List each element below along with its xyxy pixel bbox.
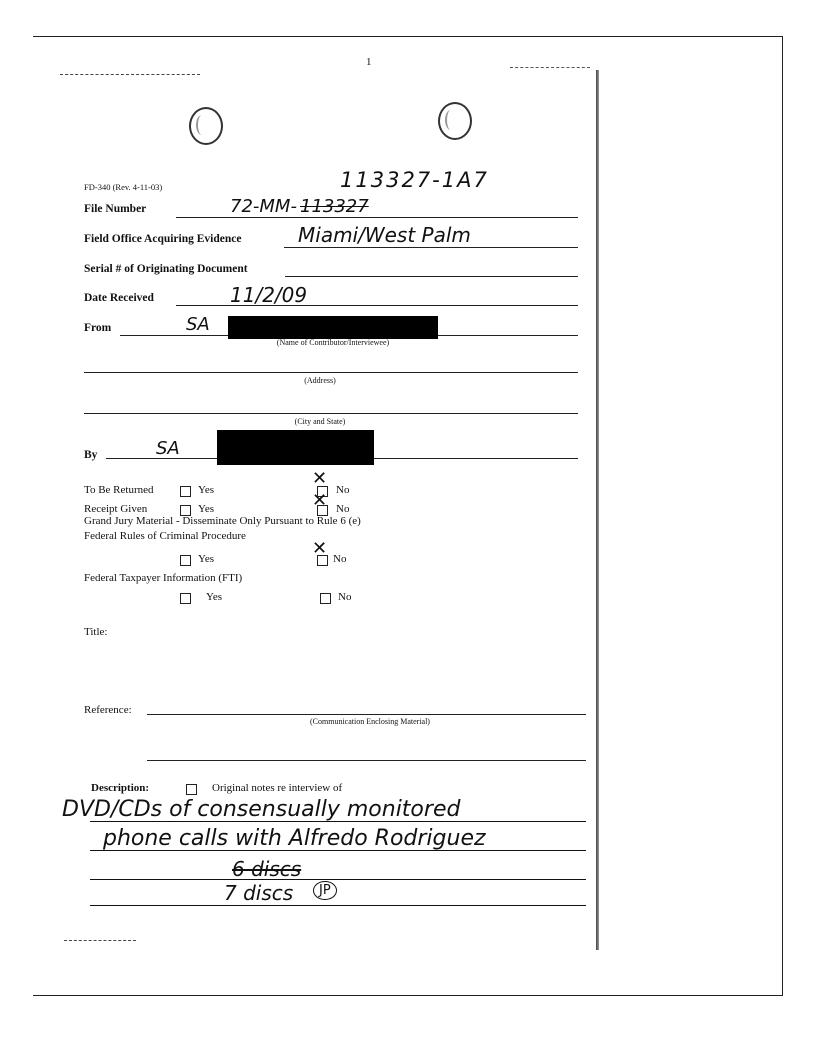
punch-hole-left <box>189 107 223 145</box>
fti-yes-label: Yes <box>206 591 223 603</box>
scan-artifact-line <box>60 74 200 75</box>
page-number: 1 <box>366 56 372 68</box>
to-be-returned-no-label: No <box>336 484 350 496</box>
serial-number-handwritten: 113327-1A7 <box>340 168 489 192</box>
file-number-struck-value: 113327 <box>300 196 369 217</box>
serial-doc-label: Serial # of Originating Document <box>84 263 248 275</box>
scan-artifact-line <box>64 940 136 941</box>
date-received-value: 11/2/09 <box>230 283 308 307</box>
redaction-box <box>228 316 438 339</box>
address-line <box>84 372 578 373</box>
checkmark-x-icon: ✕ <box>312 538 328 559</box>
reference-label: Reference: <box>84 704 132 716</box>
receipt-given-yes-label: Yes <box>198 503 215 515</box>
city-state-caption: (City and State) <box>294 417 346 426</box>
by-value: SA <box>156 438 180 459</box>
page-border-right <box>782 36 783 996</box>
city-state-line <box>84 413 578 414</box>
to-be-returned-yes-label: Yes <box>198 484 215 496</box>
fti-no-label: No <box>338 591 352 603</box>
serial-doc-line <box>285 276 578 277</box>
description-line <box>90 905 586 906</box>
grand-jury-line2: Federal Rules of Criminal Procedure <box>84 530 246 542</box>
redaction-box <box>217 430 374 465</box>
grand-jury-yes-checkbox[interactable] <box>180 555 191 566</box>
description-line-2: phone calls with Alfredo Rodriguez <box>103 826 486 851</box>
description-line-1: DVD/CDs of consensually monitored <box>62 797 461 822</box>
title-label: Title: <box>84 626 108 638</box>
reference-caption: (Communication Enclosing Material) <box>310 717 430 726</box>
grand-jury-no-label: No <box>333 553 347 565</box>
reference-line <box>147 714 586 715</box>
initials-circled: JP <box>313 881 337 900</box>
reference-line-2 <box>147 760 586 761</box>
page-border-bottom <box>33 995 783 996</box>
field-office-label: Field Office Acquiring Evidence <box>84 233 242 245</box>
file-number-label: File Number <box>84 203 147 215</box>
description-label: Description: <box>91 782 150 794</box>
to-be-returned-label: To Be Returned <box>84 484 154 496</box>
checkmark-x-icon: ✕ <box>312 468 328 489</box>
description-checkbox-label: Original notes re interview of <box>212 782 343 794</box>
file-number-line <box>176 217 578 218</box>
fti-label: Federal Taxpayer Information (FTI) <box>84 572 243 584</box>
description-line <box>90 879 586 880</box>
address-caption: (Address) <box>304 376 336 385</box>
form-id: FD-340 (Rev. 4-11-03) <box>84 182 163 192</box>
punch-hole-right <box>438 102 472 140</box>
grand-jury-line1: Grand Jury Material - Disseminate Only Pursuant to Rule 6 (e) <box>84 515 361 527</box>
receipt-given-no-label: No <box>336 503 350 515</box>
description-line-4: 7 discs <box>224 881 294 905</box>
description-checkbox[interactable] <box>186 784 197 795</box>
by-label: By <box>84 449 98 461</box>
description-line-3-struck: 6 discs <box>232 857 302 881</box>
from-value: SA <box>186 314 210 335</box>
date-received-label: Date Received <box>84 292 154 304</box>
field-office-value: Miami/West Palm <box>298 223 471 247</box>
paper-edge-shadow <box>596 70 599 950</box>
fti-no-checkbox[interactable] <box>320 593 331 604</box>
checkmark-x-icon: ✕ <box>312 490 328 511</box>
field-office-line <box>284 247 578 248</box>
file-number-value: 72-MM- <box>230 196 297 217</box>
from-caption: (Name of Contributor/Interviewee) <box>276 338 390 347</box>
from-label: From <box>84 322 112 334</box>
fti-yes-checkbox[interactable] <box>180 593 191 604</box>
scan-artifact-line <box>510 67 590 68</box>
grand-jury-yes-label: Yes <box>198 553 215 565</box>
page-border-top <box>33 36 783 37</box>
receipt-given-label: Receipt Given <box>84 503 148 515</box>
to-be-returned-yes-checkbox[interactable] <box>180 486 191 497</box>
